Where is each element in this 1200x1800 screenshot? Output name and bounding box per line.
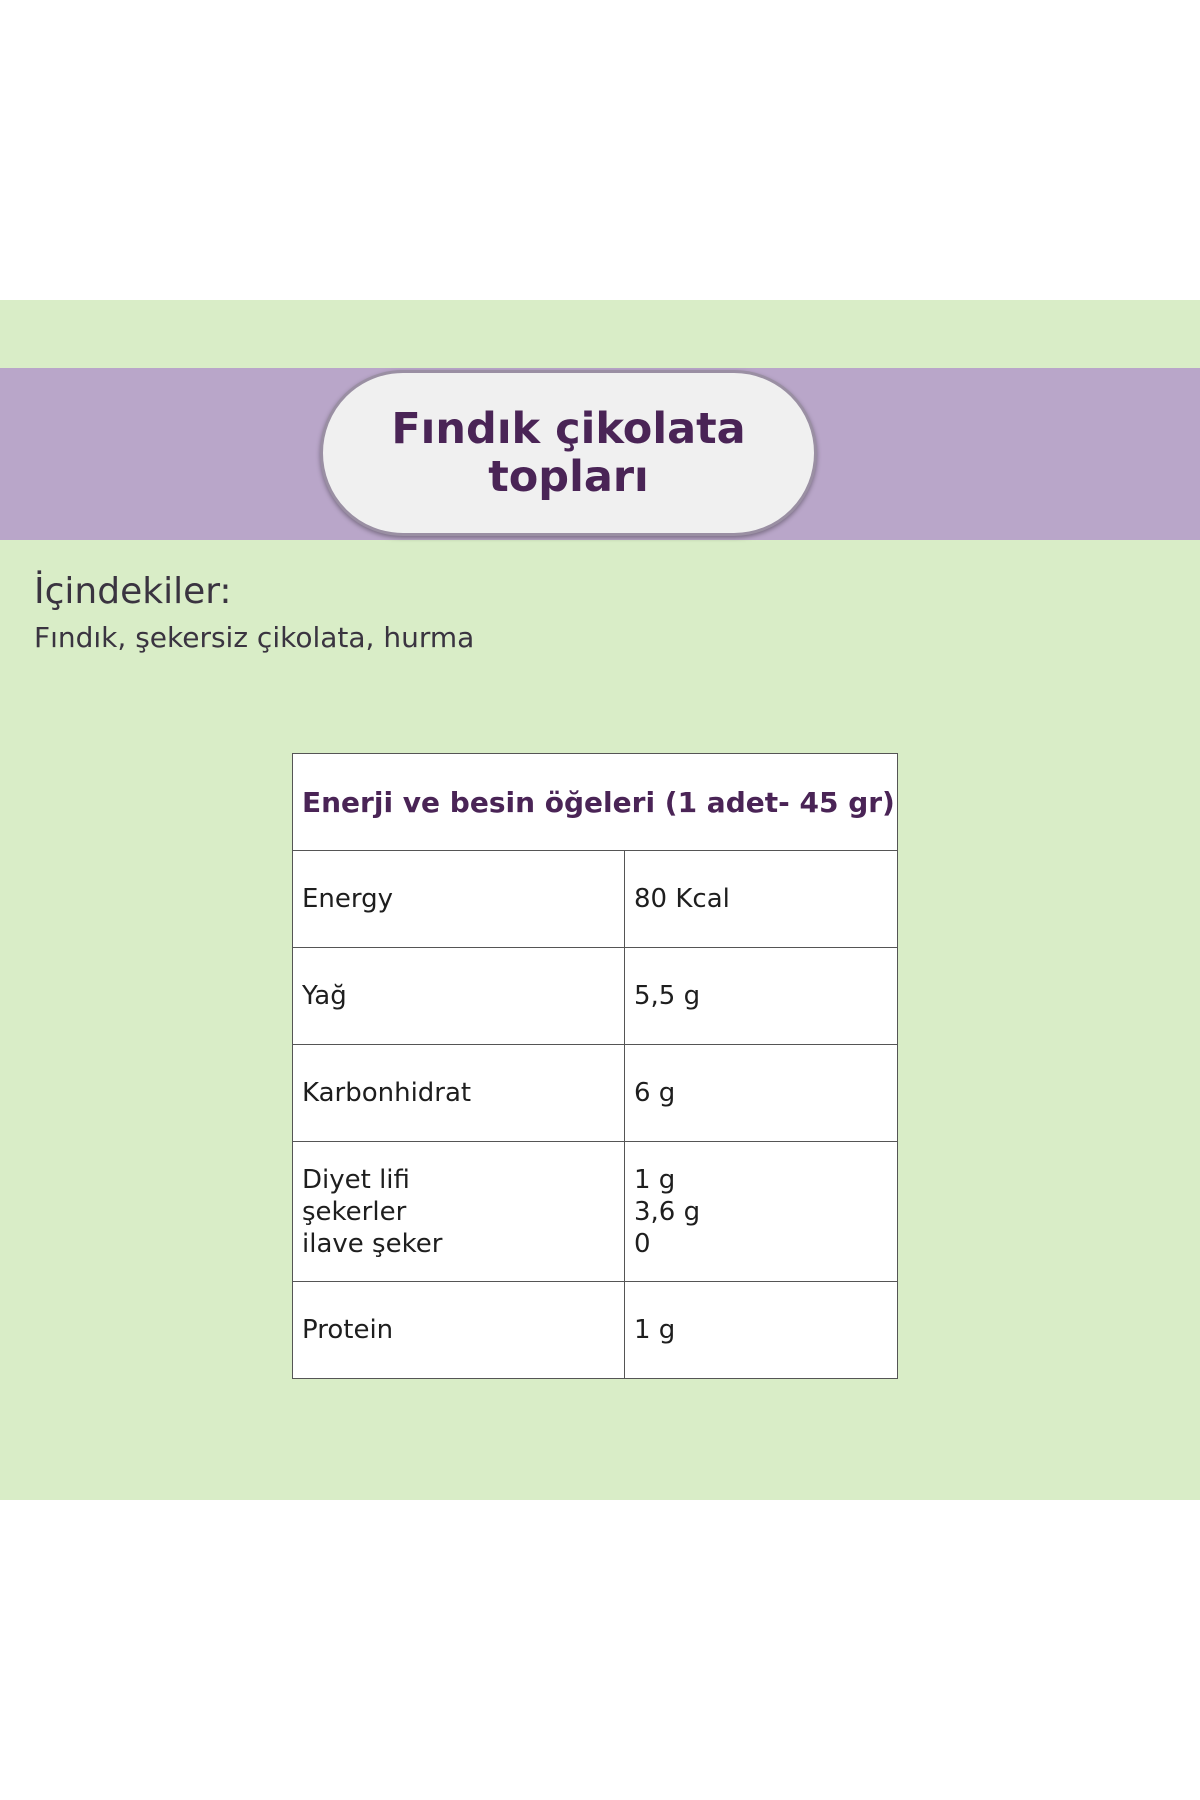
nutrient-label-group bbox=[293, 1142, 625, 1282]
nutrient-value: 1 g bbox=[625, 1282, 898, 1379]
nutrient-label: şekerler bbox=[302, 1196, 407, 1227]
nutrient-value: 5,5 g bbox=[625, 948, 898, 1045]
table-row bbox=[293, 1282, 898, 1379]
nutrient-label: Protein bbox=[293, 1282, 625, 1379]
nutrient-value-group bbox=[625, 1142, 898, 1282]
nutrient-value: 6 g bbox=[625, 1045, 898, 1142]
page-title: Fındık çikolata topları bbox=[391, 404, 746, 502]
table-row bbox=[293, 1045, 898, 1142]
nutrition-header-row bbox=[293, 754, 898, 851]
table-row bbox=[293, 851, 898, 948]
nutrient-value: 3,6 g bbox=[634, 1196, 701, 1227]
title-pill bbox=[320, 370, 817, 536]
nutrient-label: ilave şeker bbox=[302, 1228, 443, 1259]
nutrient-label: Energy bbox=[293, 851, 625, 948]
nutrient-label: Yağ bbox=[293, 948, 625, 1045]
nutrient-value: 80 Kcal bbox=[625, 851, 898, 948]
content-panel bbox=[0, 300, 1200, 1500]
table-row bbox=[293, 948, 898, 1045]
nutrient-value: 0 bbox=[634, 1228, 651, 1259]
nutrition-table bbox=[292, 753, 898, 1379]
nutrient-value: 1 g bbox=[634, 1164, 676, 1195]
ingredients-list: Fındık, şekersiz çikolata, hurma bbox=[34, 621, 475, 654]
table-row bbox=[293, 1142, 898, 1282]
nutrient-label: Diyet lifi bbox=[302, 1164, 410, 1195]
nutrition-table-title: Enerji ve besin öğeleri (1 adet- 45 gr) bbox=[293, 754, 898, 851]
ingredients-heading: İçindekiler: bbox=[34, 571, 232, 612]
nutrient-label: Karbonhidrat bbox=[293, 1045, 625, 1142]
